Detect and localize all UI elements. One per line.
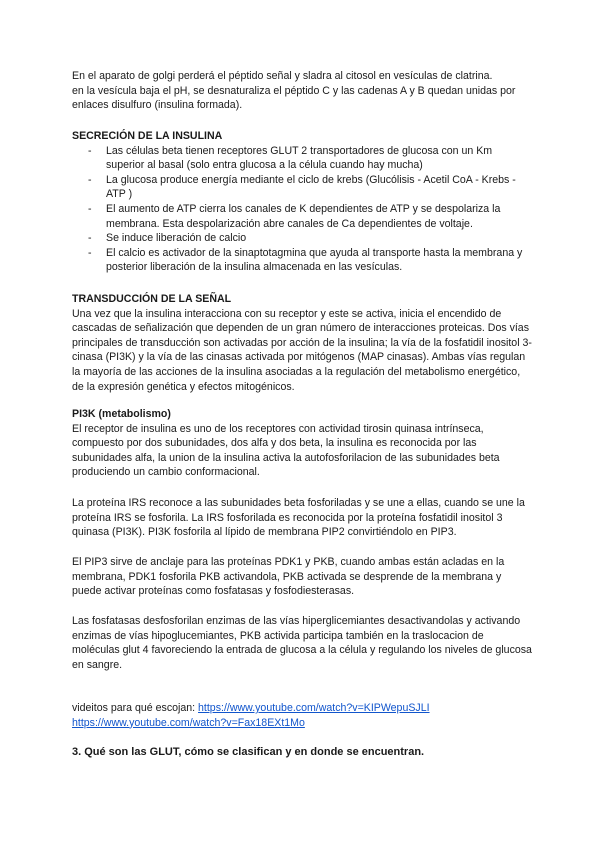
intro-line-2: en la vesícula baja el pH, se desnaturaliza el péptido C y las cadenas A y B quedan unidas por enlaces disulfuro (insulina formada). [72,84,516,112]
pi3k-paragraph-4-block [72,614,532,672]
pi3k-paragraph-4: Las fosfatasas desfosforilan enzimas de las vías hiperglicemiantes desactivandolas y activando enzimas de vías hipoglucemiantes, PKB activida participa también en la traslocacion de moléculas glut 4 favoreciendo la entrada de glucosa a la célula y regulando los niveles de glucosa en sangre. [72,615,532,671]
bullet-dash: - [88,232,92,245]
intro-section [72,69,532,113]
videos-section [72,701,532,730]
bullet-dash: - [88,144,92,157]
list-item: - Las células beta tienen receptores GLUT 2 transportadores de glucosa con un Km superior al basal (solo entra glucosa a la célula cuando hay mucha) [88,144,493,172]
bullet-dash: - [88,173,92,186]
secrecion-heading: SECRECIÓN DE LA INSULINA [72,130,223,142]
bullet-dash: - [88,246,92,259]
pi3k-paragraph-3: El PIP3 sirve de anclaje para las proteínas PDK1 y PKB, cuando ambas están acladas en la membrana, PDK1 fosforila PKB activandola, PKB activada se desprende de la membrana y puede activar proteínas como fosfatasas y fosfodiesterasas. [72,556,505,598]
pi3k-heading: PI3K (metabolismo) [72,408,171,420]
transduccion-section [72,292,532,394]
videos-label: videitos para qué escojan: [72,702,199,714]
secrecion-list [72,144,532,275]
list-item: - El calcio es activador de la sinaptotagmina que ayuda al transporte hasta la membrana y posterior liberación de la insulina almacenada en las vesículas. [88,246,523,274]
pi3k-paragraph-2: La proteína IRS reconoce a las subunidades beta fosforiladas y se une a ellas, cuando se une la proteína IRS se fosforila. La IRS fosforilada es reconocida por la proteína fosfatidil inositol 3 quinasa (PI3K). PI3K fosforila al lípido de membrana PIP2 convirtiéndolo en PIP3. [72,497,525,539]
videos-line-2 [72,716,532,731]
youtube-link-1[interactable]: https://www.youtube.com/watch?v=KIPWepuSJLI [198,702,430,714]
youtube-link-2[interactable]: https://www.youtube.com/watch?v=Fax18EXt1Mo [72,716,305,729]
question-3-heading: 3. Qué son las GLUT, cómo se clasifican y en donde se encuentran. [72,746,425,758]
secrecion-section [72,129,532,275]
bullet-dash: - [88,202,92,215]
transduccion-heading: TRANSDUCCIÓN DE LA SEÑAL [72,293,232,305]
question-3-section [72,745,532,760]
pi3k-section [72,407,532,480]
list-item: - La glucosa produce energía mediante el ciclo de krebs (Glucólisis - Acetil CoA - Krebs - ATP ) [88,173,516,201]
transduccion-paragraph: Una vez que la insulina interacciona con su receptor y este se activa, inicia el encendido de cascadas de señalización que dependen de un gran número de interacciones proteicas. Dos vías principales de transducción son activadas por acción de la insulina; la vía de la fosfatidil inositol 3- cinasa (PI3K) y la vía de las cinasas activada por mitógenos (MAP cinasas). Ambas vías regulan la mayoría de las acciones de la insulina asociadas a la regulación del metabolismo energético, de la expresión genética y efectos mitogénicos. [72,307,532,393]
list-item: - Se induce liberación de calcio [88,232,247,245]
list-item: - El aumento de ATP cierra los canales de K dependientes de ATP y se despolariza la membrana. Esta despolarización abre canales de Ca dependientes de voltaje. [88,202,501,230]
pi3k-paragraph-3-block [72,555,532,599]
pi3k-paragraph-1: El receptor de insulina es uno de los receptores con actividad tirosin quinasa intrínseca, compuesto por dos subunidades, dos alfa y dos beta, la insulina es reconocida por las subunidades alfa, la union de la insulina activa la autofosforilacion de las subunidades beta produciendo un cambio conformacional. [72,422,500,479]
videos-line [72,701,532,716]
intro-line-1: En el aparato de golgi perderá el péptido señal y sladra al citosol en vesículas de clatrina. [72,70,493,82]
pi3k-paragraph-2-block [72,496,532,540]
